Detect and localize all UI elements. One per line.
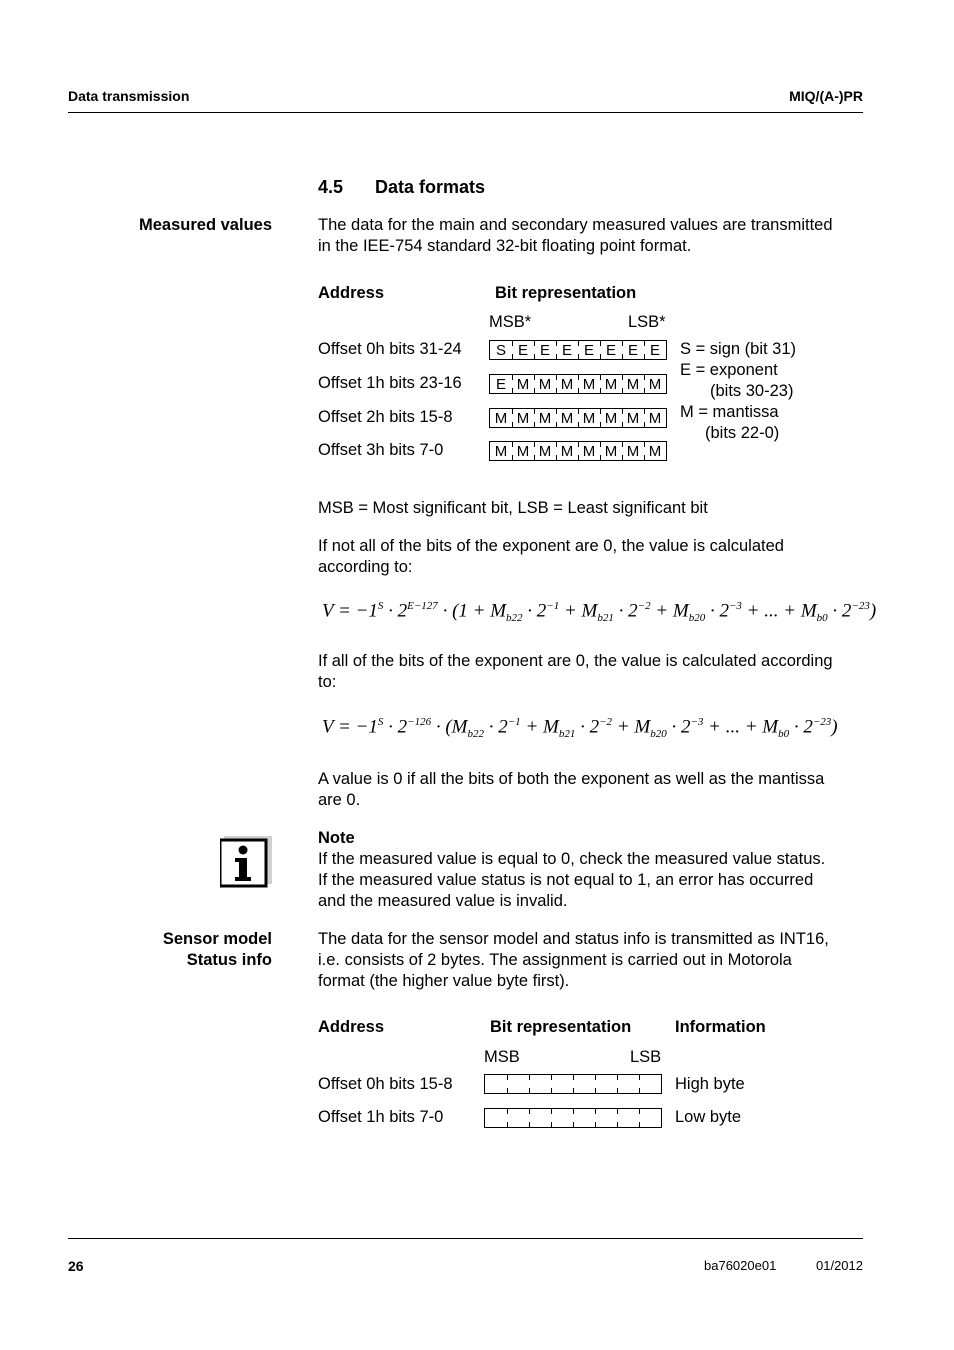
bit-divider-tick bbox=[578, 388, 579, 394]
table1-row-label: Offset 1h bits 23-16 bbox=[318, 374, 462, 392]
bit-cell: M bbox=[582, 376, 596, 393]
bit-cell: M bbox=[560, 443, 574, 460]
bit-divider-tick bbox=[617, 1088, 618, 1094]
bit-divider-tick bbox=[639, 1108, 640, 1114]
section-title: Data formats bbox=[375, 177, 486, 197]
bit-divider-tick bbox=[529, 1108, 530, 1114]
table1-row-label: Offset 2h bits 15-8 bbox=[318, 408, 453, 426]
bit-divider-tick bbox=[644, 388, 645, 394]
bit-box-row-3 bbox=[489, 441, 667, 461]
bit-cell: M bbox=[648, 410, 662, 427]
measured-intro-line-1: The data for the main and secondary measured values are transmitted bbox=[318, 216, 833, 234]
bit-cell: M bbox=[626, 376, 640, 393]
table1-row-label: Offset 3h bits 7-0 bbox=[318, 441, 444, 459]
bit-divider-tick bbox=[600, 354, 601, 360]
byte-box-low bbox=[484, 1108, 662, 1128]
bit-cell: E bbox=[583, 342, 594, 359]
bit-divider-tick bbox=[595, 1122, 596, 1128]
bit-divider-tick bbox=[534, 422, 535, 428]
table2-header-address: Address bbox=[318, 1018, 385, 1036]
bit-divider-tick bbox=[578, 354, 579, 360]
document-number: ba76020e01 bbox=[704, 1258, 777, 1273]
bit-cell: M bbox=[494, 410, 508, 427]
table1-header-address: Address bbox=[318, 284, 385, 302]
bit-divider-tick bbox=[617, 1074, 618, 1080]
bit-divider-tick bbox=[534, 388, 535, 394]
condition2-line-1: If all of the bits of the exponent are 0, the value is calculated according bbox=[318, 652, 833, 670]
bit-divider-tick bbox=[644, 455, 645, 461]
bit-cell: M bbox=[604, 410, 618, 427]
bit-divider-tick bbox=[551, 1108, 552, 1114]
bit-cell: M bbox=[560, 410, 574, 427]
bit-divider-tick bbox=[507, 1122, 508, 1128]
bit-divider-tick bbox=[578, 441, 579, 447]
bit-box-row-0 bbox=[489, 340, 667, 360]
bit-divider-tick bbox=[507, 1088, 508, 1094]
table1-header-bitrep: Bit representation bbox=[495, 284, 637, 302]
bit-divider-tick bbox=[512, 455, 513, 461]
bit-divider-tick bbox=[534, 340, 535, 346]
bit-divider-tick bbox=[507, 1108, 508, 1114]
msb-lsb-note: MSB = Most significant bit, LSB = Least significant bit bbox=[318, 499, 708, 517]
bit-divider-tick bbox=[600, 408, 601, 414]
sensor-text-line-1: The data for the sensor model and status info is transmitted as INT16, bbox=[318, 930, 829, 948]
bit-divider-tick bbox=[573, 1088, 574, 1094]
bit-divider-tick bbox=[578, 340, 579, 346]
condition1-line-2: according to: bbox=[318, 558, 413, 576]
bit-divider-tick bbox=[617, 1108, 618, 1114]
bit-cell: M bbox=[516, 410, 530, 427]
bit-divider-tick bbox=[578, 408, 579, 414]
bit-divider-tick bbox=[534, 441, 535, 447]
bit-divider-tick bbox=[529, 1088, 530, 1094]
bit-cell: E bbox=[495, 376, 506, 393]
legend-mantissa-bits: (bits 22-0) bbox=[705, 424, 780, 442]
bit-cell: M bbox=[582, 443, 596, 460]
bit-divider-tick bbox=[622, 455, 623, 461]
note-line-2: If the measured value status is not equal to 1, an error has occurred bbox=[318, 871, 814, 889]
table1-lsb-label: LSB* bbox=[628, 313, 666, 331]
table2-row-label: Offset 1h bits 7-0 bbox=[318, 1108, 444, 1126]
bit-divider-tick bbox=[534, 408, 535, 414]
bit-divider-tick bbox=[595, 1108, 596, 1114]
table2-msb-label: MSB bbox=[484, 1048, 520, 1066]
bit-cell: E bbox=[517, 342, 528, 359]
bit-divider-tick bbox=[644, 354, 645, 360]
bit-divider-tick bbox=[556, 374, 557, 380]
section-number: 4.5 bbox=[318, 177, 344, 197]
table2-header-bitrep: Bit representation bbox=[490, 1018, 632, 1036]
bit-cell: M bbox=[648, 443, 662, 460]
bit-divider-tick bbox=[578, 422, 579, 428]
bit-divider-tick bbox=[639, 1122, 640, 1128]
bit-box-row-1 bbox=[489, 374, 667, 394]
bit-cell: S bbox=[495, 342, 506, 359]
bit-divider-tick bbox=[622, 408, 623, 414]
bit-cell: M bbox=[538, 410, 552, 427]
bit-divider-tick bbox=[551, 1074, 552, 1080]
zero-value-line-2: are 0. bbox=[318, 791, 361, 809]
bit-divider-tick bbox=[639, 1088, 640, 1094]
bit-divider-tick bbox=[556, 340, 557, 346]
bit-cell: M bbox=[516, 443, 530, 460]
header-rule bbox=[68, 112, 863, 113]
footer-rule bbox=[68, 1238, 863, 1239]
bit-cell: M bbox=[582, 410, 596, 427]
table2-lsb-label: LSB bbox=[630, 1048, 662, 1066]
bit-divider-tick bbox=[556, 441, 557, 447]
bit-divider-tick bbox=[512, 422, 513, 428]
bit-cell: E bbox=[539, 342, 550, 359]
note-line-1: If the measured value is equal to 0, check the measured value status. bbox=[318, 850, 826, 868]
bit-divider-tick bbox=[512, 340, 513, 346]
bit-cell: M bbox=[648, 376, 662, 393]
bit-divider-tick bbox=[622, 422, 623, 428]
bit-divider-tick bbox=[600, 374, 601, 380]
bit-divider-tick bbox=[622, 354, 623, 360]
bit-divider-tick bbox=[622, 340, 623, 346]
bit-divider-tick bbox=[573, 1122, 574, 1128]
table2-header-information: Information bbox=[675, 1018, 766, 1036]
bit-divider-tick bbox=[573, 1108, 574, 1114]
bit-divider-tick bbox=[512, 374, 513, 380]
bit-divider-tick bbox=[644, 340, 645, 346]
bit-divider-tick bbox=[556, 354, 557, 360]
bit-divider-tick bbox=[600, 422, 601, 428]
bit-divider-tick bbox=[534, 354, 535, 360]
bit-divider-tick bbox=[529, 1074, 530, 1080]
bit-divider-tick bbox=[556, 388, 557, 394]
page-number: 26 bbox=[68, 1258, 84, 1274]
bit-divider-tick bbox=[573, 1074, 574, 1080]
bit-divider-tick bbox=[622, 441, 623, 447]
bit-divider-tick bbox=[595, 1088, 596, 1094]
bit-divider-tick bbox=[556, 408, 557, 414]
bit-divider-tick bbox=[512, 441, 513, 447]
table1-row-label: Offset 0h bits 31-24 bbox=[318, 340, 462, 358]
bit-divider-tick bbox=[622, 374, 623, 380]
bit-divider-tick bbox=[556, 455, 557, 461]
running-header-model: MIQ/(A-)PR bbox=[789, 88, 863, 104]
info-icon bbox=[220, 836, 272, 888]
measured-intro-line-2: in the IEE-754 standard 32-bit floating point format. bbox=[318, 237, 692, 255]
bit-divider-tick bbox=[600, 388, 601, 394]
legend-exponent: E = exponent bbox=[680, 361, 778, 379]
bit-cell: E bbox=[561, 342, 572, 359]
bit-box-row-2 bbox=[489, 408, 667, 428]
legend-exponent-bits: (bits 30-23) bbox=[710, 382, 794, 400]
table2-info-high-byte: High byte bbox=[675, 1075, 745, 1093]
bit-divider-tick bbox=[556, 422, 557, 428]
formula-denormalized: $V = -1^S \cdot 2^{-126} \cdot (M_{b22} \cdot 2^{-1} + M_{b21} \cdot 2^{-2} + M_{b20} \cdot 2^{-3}$ + ... + $M_{b0} \cdot 2^{-23}$) bbox=[322, 716, 838, 741]
bit-divider-tick bbox=[507, 1074, 508, 1080]
byte-box-high bbox=[484, 1074, 662, 1094]
table1-msb-label: MSB* bbox=[489, 313, 532, 331]
bit-cell: E bbox=[627, 342, 638, 359]
bit-cell: M bbox=[626, 410, 640, 427]
running-header-title: Data transmission bbox=[68, 88, 190, 104]
condition2-line-2: to: bbox=[318, 673, 337, 691]
side-label-measured-values: Measured values bbox=[139, 216, 272, 234]
bit-cell: M bbox=[604, 443, 618, 460]
bit-cell: M bbox=[604, 376, 618, 393]
side-label-sensor-model: Sensor model bbox=[162, 930, 272, 948]
legend-mantissa: M = mantissa bbox=[680, 403, 779, 421]
bit-divider-tick bbox=[600, 455, 601, 461]
bit-cell: M bbox=[538, 443, 552, 460]
bit-divider-tick bbox=[600, 340, 601, 346]
bit-divider-tick bbox=[512, 388, 513, 394]
sensor-text-line-2: i.e. consists of 2 bytes. The assignment is carried out in Motorola bbox=[318, 951, 792, 969]
bit-divider-tick bbox=[578, 455, 579, 461]
bit-divider-tick bbox=[617, 1122, 618, 1128]
bit-cell: M bbox=[516, 376, 530, 393]
bit-divider-tick bbox=[595, 1074, 596, 1080]
bit-divider-tick bbox=[534, 374, 535, 380]
bit-cell: E bbox=[605, 342, 616, 359]
bit-divider-tick bbox=[644, 374, 645, 380]
side-label-status-info: Status info bbox=[186, 951, 272, 969]
bit-cell: M bbox=[538, 376, 552, 393]
bit-cell: M bbox=[560, 376, 574, 393]
formula-normalized: $V = -1^S \cdot 2^{E-127} \cdot (1 + M_{b22} \cdot 2^{-1} + M_{b21} \cdot 2^{-2} + M_{b20} \cdot 2^{-3}$ + ... + $M_{b0} \cdot 2^{-23}$) bbox=[322, 600, 877, 625]
bit-divider-tick bbox=[529, 1122, 530, 1128]
document-date: 01/2012 bbox=[816, 1258, 863, 1273]
bit-cell: M bbox=[626, 443, 640, 460]
condition1-line-1: If not all of the bits of the exponent are 0, the value is calculated bbox=[318, 537, 784, 555]
bit-divider-tick bbox=[639, 1074, 640, 1080]
table2-info-low-byte: Low byte bbox=[675, 1108, 742, 1126]
bit-divider-tick bbox=[551, 1088, 552, 1094]
bit-divider-tick bbox=[578, 374, 579, 380]
note-title: Note bbox=[318, 829, 355, 847]
bit-divider-tick bbox=[600, 441, 601, 447]
bit-divider-tick bbox=[644, 408, 645, 414]
bit-divider-tick bbox=[644, 422, 645, 428]
bit-divider-tick bbox=[551, 1122, 552, 1128]
legend-sign: S = sign (bit 31) bbox=[680, 340, 797, 358]
table2-row-label: Offset 0h bits 15-8 bbox=[318, 1075, 453, 1093]
bit-divider-tick bbox=[512, 354, 513, 360]
sensor-text-line-3: format (the higher value byte first). bbox=[318, 972, 570, 990]
bit-cell: M bbox=[494, 443, 508, 460]
bit-divider-tick bbox=[512, 408, 513, 414]
bit-divider-tick bbox=[644, 441, 645, 447]
bit-divider-tick bbox=[622, 388, 623, 394]
bit-cell: E bbox=[649, 342, 660, 359]
bit-divider-tick bbox=[534, 455, 535, 461]
note-line-3: and the measured value is invalid. bbox=[318, 892, 568, 910]
zero-value-line-1: A value is 0 if all the bits of both the exponent as well as the mantissa bbox=[318, 770, 825, 788]
